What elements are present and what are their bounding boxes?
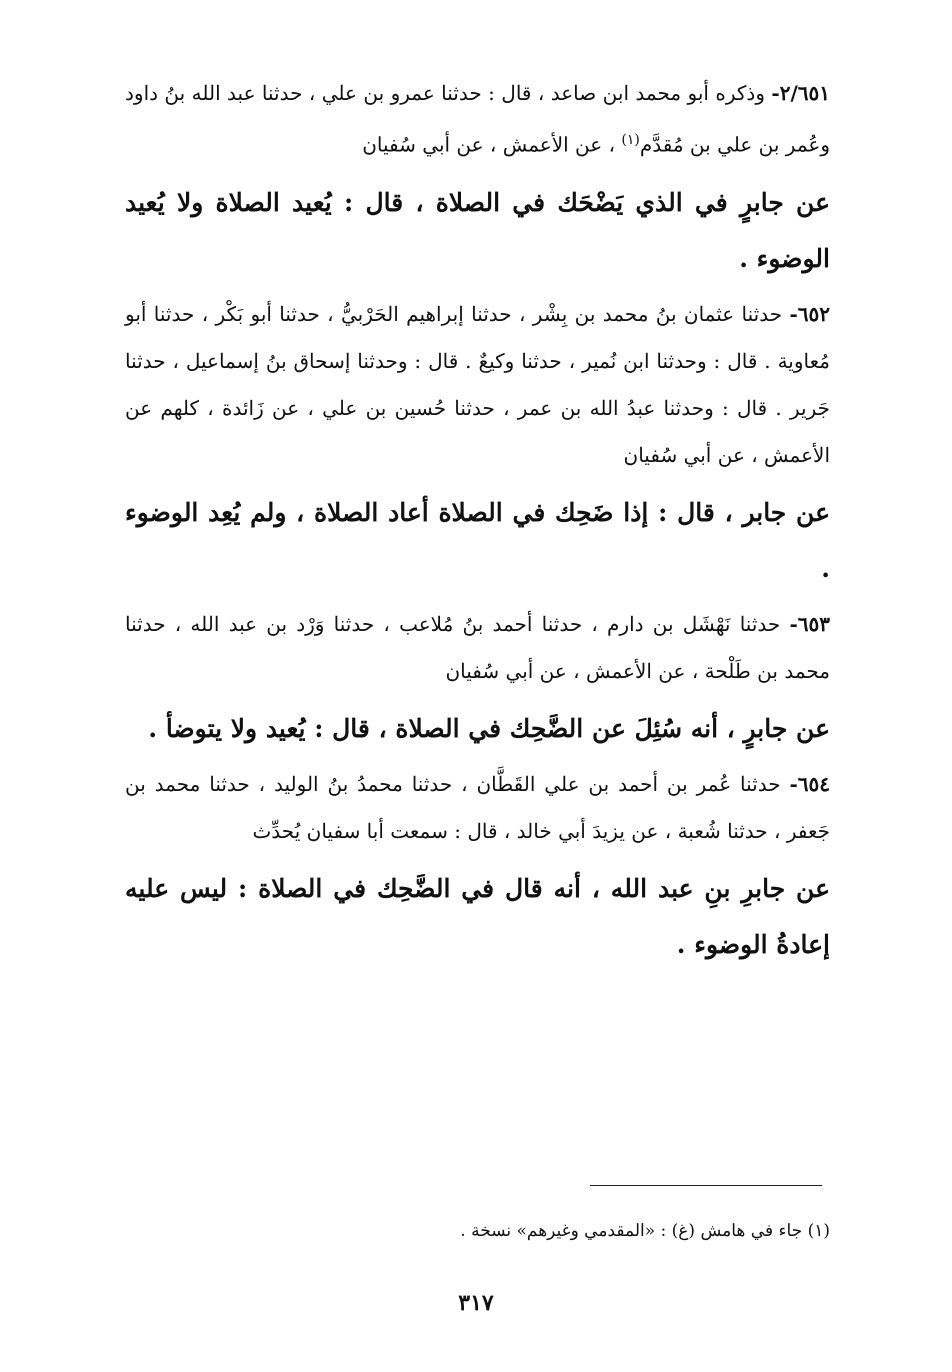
hadith-number: ٦٥٢- bbox=[789, 301, 830, 326]
isnad-654 bbox=[125, 761, 830, 855]
footnote-reference[interactable]: (١) bbox=[621, 132, 640, 148]
footnote: (١) جاء في هامش (غ) : «المقدمي وغيرهم» نسخة . bbox=[460, 1221, 830, 1241]
hadith-number: ٦٥٤- bbox=[789, 771, 831, 796]
isnad-text: حدثنا نَهْشَل بن دارم ، حدثنا أحمد بنُ مُلاعب ، حدثنا وَرْد بن عبد الله ، حدثنا محمد بن طَلْحة ، عن الأعمش ، عن أبي سُفيان bbox=[125, 611, 830, 683]
isnad-653 bbox=[125, 601, 830, 695]
matn-653: عن جابرٍ ، أنه سُئِلَ عن الضَّحِك في الصلاة ، قال : يُعيد ولا يتوضأ . bbox=[148, 713, 830, 743]
isnad-text: حدثنا عُمر بن أحمد بن علي القَطَّان ، حدثنا محمدُ بنُ الوليد ، حدثنا محمد بن جَعفر ، حدثنا شُعبة ، عن يزيدَ أبي خالد ، قال : سمعت أبا سفيان يُحدِّث bbox=[125, 771, 830, 843]
isnad-text: حدثنا عثمان بنُ محمد بن بِشْر ، حدثنا إبراهيم الحَرْبيُّ ، حدثنا أبو بَكْر ، حدثنا أبو مُعاوية . قال : وحدثنا ابن نُمير ، حدثنا وكيعٌ . قال : وحدثنا إسحاق بنُ إسماعيل ، حدثنا جَرير . قال : وحدثنا عبدُ الله بن عمر ، حدثنا حُسين بن علي ، عن زَائدة ، كلهم عن الأعمش ، عن أبي سُفيان bbox=[125, 301, 830, 467]
isnad-text-continued: ، عن الأعمش ، عن أبي سُفيان bbox=[362, 132, 616, 157]
footnote-separator bbox=[590, 1185, 822, 1186]
matn-654: عن جابرِ بنِ عبد الله ، أنه قال في الضَّحِك في الصلاة : ليس عليه إعادةُ الوضوء . bbox=[125, 873, 830, 959]
page-body bbox=[125, 70, 830, 977]
page-number: ٣١٧ bbox=[458, 1290, 494, 1316]
isnad-652 bbox=[125, 291, 830, 479]
isnad-text: وذكره أبو محمد ابن صاعد ، قال : حدثنا عمرو بن علي ، حدثنا عبد الله بنُ داود وعُمر بن علي بن مُقدَّم bbox=[125, 81, 830, 157]
matn-651: عن جابرٍ في الذي يَضْحَك في الصلاة ، قال : يُعيد الصلاة ولا يُعيد الوضوء . bbox=[125, 187, 830, 273]
matn-652: عن جابر ، قال : إذا ضَحِك في الصلاة أعاد الصلاة ، ولم يُعِد الوضوء . bbox=[125, 497, 830, 583]
isnad-651 bbox=[125, 70, 830, 169]
hadith-number: ٢/٦٥١- bbox=[771, 81, 831, 105]
hadith-number: ٦٥٣- bbox=[789, 611, 831, 636]
